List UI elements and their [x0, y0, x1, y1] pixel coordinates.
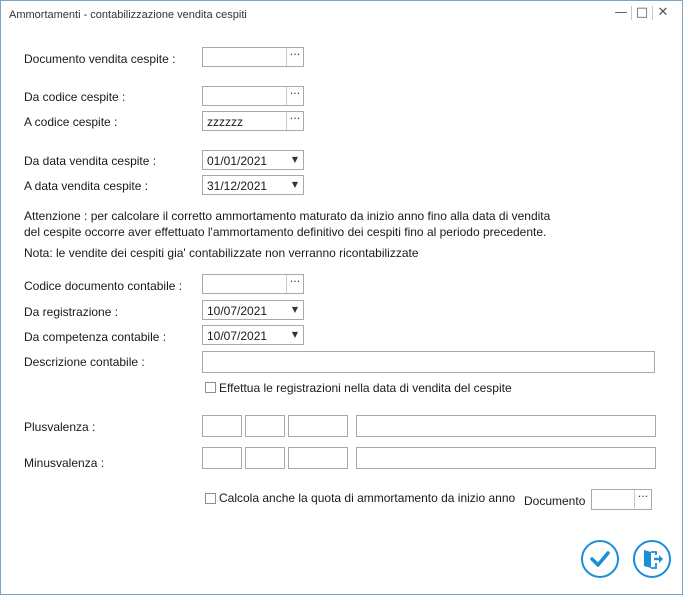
codice-documento-lookup-button[interactable]: ··· — [286, 275, 303, 293]
plusvalenza-description-field[interactable] — [356, 415, 656, 437]
da-registrazione-label: Da registrazione : — [24, 305, 119, 319]
effettua-checkbox[interactable] — [205, 382, 216, 393]
close-button[interactable]: ✕ — [657, 5, 669, 20]
confirm-button[interactable] — [581, 540, 619, 578]
minusvalenza-label: Minusvalenza : — [24, 456, 105, 470]
codice-documento-label: Codice documento contabile : — [24, 279, 183, 293]
documento-vendita-label: Documento vendita cespite : — [24, 52, 176, 66]
a-data-value: 31/12/2021 — [207, 179, 268, 193]
calcola-checkbox-label[interactable]: Calcola anche la quota di ammortamento da inizio anno — [219, 491, 516, 505]
a-codice-value: zzzzzz — [207, 115, 243, 129]
da-codice-field[interactable] — [202, 86, 304, 106]
plusvalenza-field-1[interactable] — [202, 415, 242, 437]
a-codice-lookup-button[interactable]: ··· — [286, 112, 303, 130]
da-data-label: Da data vendita cespite : — [24, 154, 157, 168]
da-competenza-value: 10/07/2021 — [207, 329, 268, 343]
codice-documento-field[interactable] — [202, 274, 304, 294]
da-competenza-picker[interactable] — [202, 325, 304, 345]
da-data-picker[interactable] — [202, 150, 304, 170]
minusvalenza-description-field[interactable] — [356, 447, 656, 469]
exit-button[interactable] — [633, 540, 671, 578]
title-bar — [1, 1, 682, 27]
da-competenza-label: Da competenza contabile : — [24, 330, 167, 344]
plusvalenza-label: Plusvalenza : — [24, 420, 96, 434]
plusvalenza-field-3[interactable] — [288, 415, 348, 437]
minusvalenza-field-1[interactable] — [202, 447, 242, 469]
maximize-button[interactable]: □ — [635, 5, 649, 20]
da-registrazione-dropdown-icon[interactable]: ▼ — [291, 305, 299, 314]
descrizione-input[interactable] — [202, 351, 655, 373]
da-registrazione-picker[interactable] — [202, 300, 304, 320]
plusvalenza-field-2[interactable] — [245, 415, 285, 437]
minimize-button[interactable]: — — [614, 5, 628, 20]
a-codice-label: A codice cespite : — [24, 115, 118, 129]
da-data-value: 01/01/2021 — [207, 154, 268, 168]
calcola-checkbox[interactable] — [205, 493, 216, 504]
documento-field[interactable] — [591, 489, 652, 510]
attenzione-text-line2: del cespite occorre aver effettuato l'ammortamento definitivo dei cespiti fino al periodo precedente. — [24, 225, 547, 239]
da-competenza-dropdown-icon[interactable]: ▼ — [291, 330, 299, 339]
effettua-checkbox-label[interactable]: Effettua le registrazioni nella data di vendita del cespite — [219, 381, 512, 395]
window-title: Ammortamenti - contabilizzazione vendita cespiti — [9, 9, 247, 21]
documento-vendita-field[interactable] — [202, 47, 304, 67]
documento-lookup-button[interactable]: ··· — [634, 490, 651, 508]
exit-door-icon — [635, 542, 669, 576]
descrizione-label: Descrizione contabile : — [24, 355, 145, 369]
nota-text: Nota: le vendite dei cespiti gia' contabilizzate non verranno ricontabilizzate — [24, 246, 419, 260]
da-codice-label: Da codice cespite : — [24, 90, 126, 104]
a-data-dropdown-icon[interactable]: ▼ — [291, 180, 299, 189]
check-icon — [583, 542, 617, 576]
a-data-label: A data vendita cespite : — [24, 179, 149, 193]
a-codice-field[interactable] — [202, 111, 304, 131]
attenzione-text-line1: Attenzione : per calcolare il corretto ammortamento maturato da inizio anno fino alla data di vendita — [24, 209, 551, 223]
da-codice-lookup-button[interactable]: ··· — [286, 87, 303, 105]
a-data-picker[interactable] — [202, 175, 304, 195]
da-data-dropdown-icon[interactable]: ▼ — [291, 155, 299, 164]
da-registrazione-value: 10/07/2021 — [207, 304, 268, 318]
minusvalenza-field-3[interactable] — [288, 447, 348, 469]
documento-label: Documento — [524, 494, 586, 508]
titlebar-separator — [652, 6, 653, 20]
documento-vendita-lookup-button[interactable]: ··· — [286, 48, 303, 66]
titlebar-separator — [631, 6, 632, 20]
minusvalenza-field-2[interactable] — [245, 447, 285, 469]
